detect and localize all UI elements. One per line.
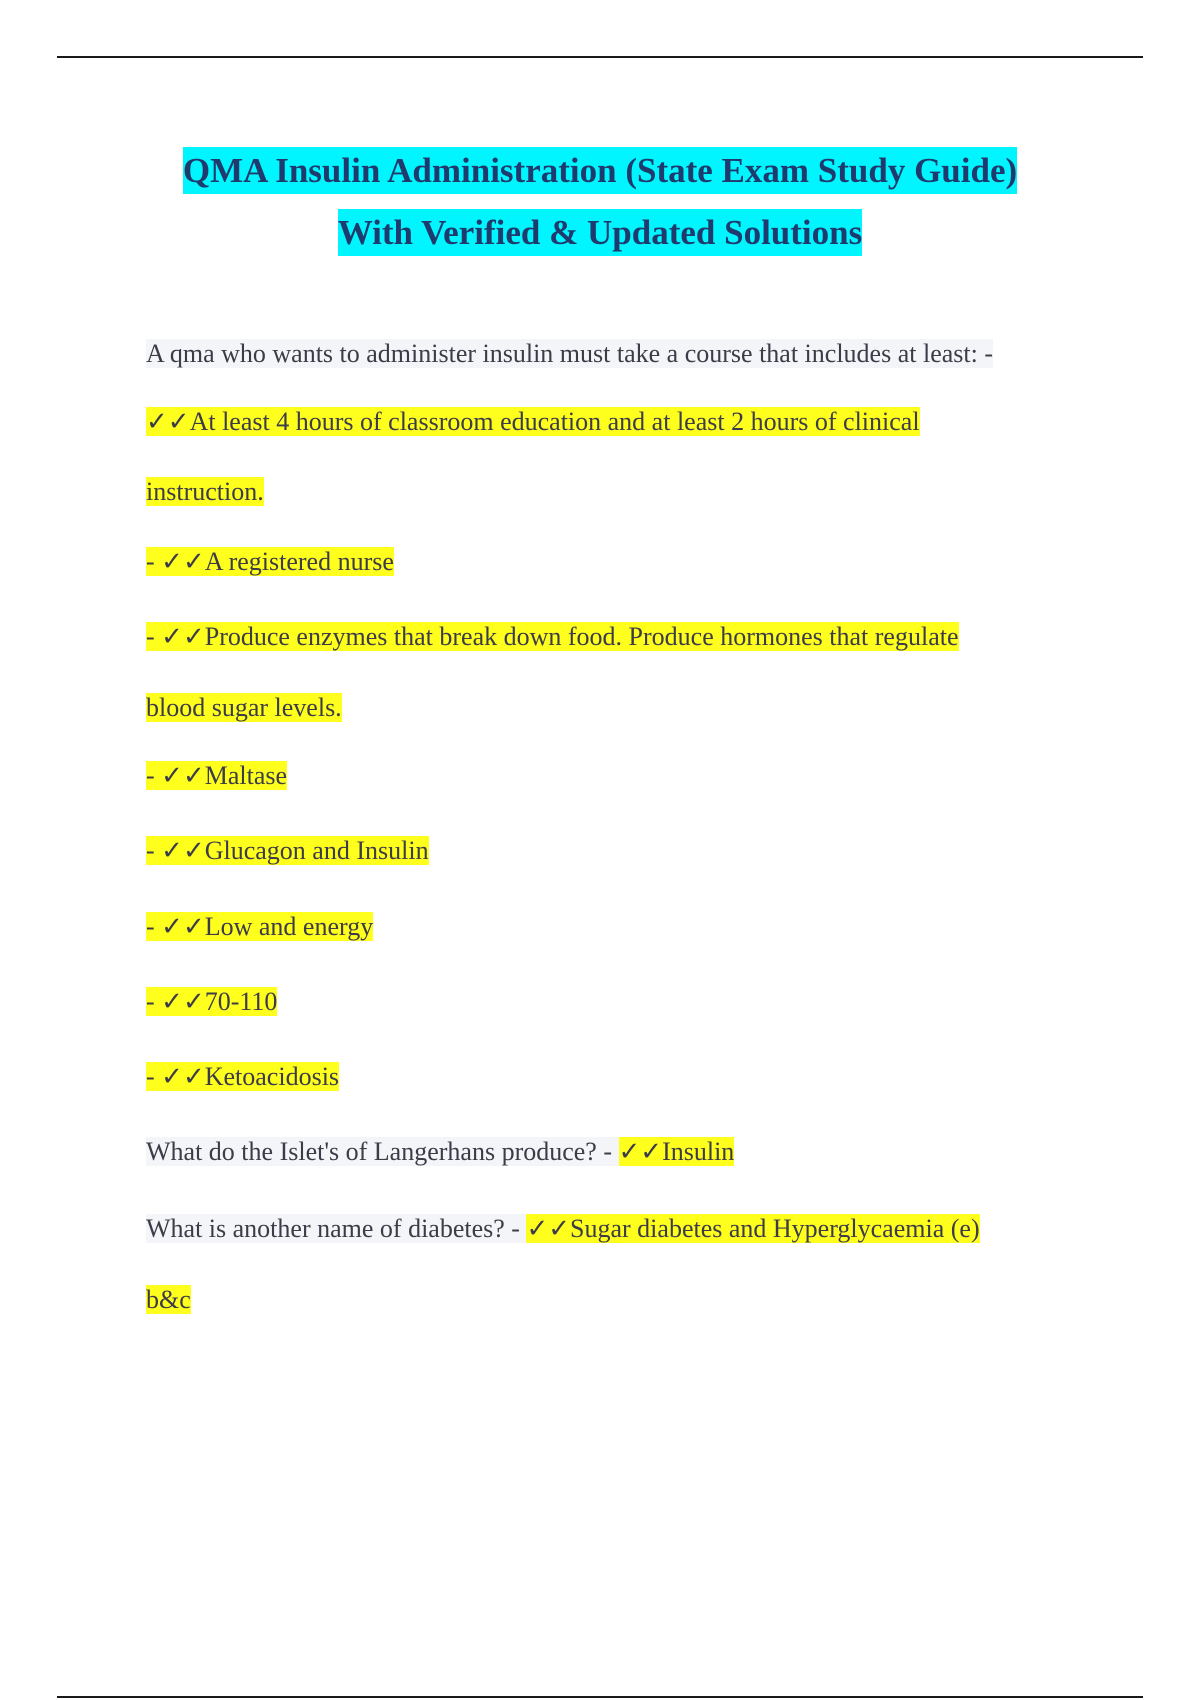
answer-text: ✓✓Sugar diabetes and Hyperglycaemia (e) [526,1214,980,1243]
bottom-rule [57,1696,1143,1698]
answer-text: - ✓✓70-110 [146,987,278,1016]
document-title [0,140,1200,264]
answer-text: b&c [146,1285,191,1314]
answer-text: ✓✓At least 4 hours of classroom education and at least 2 hours of clinical [146,407,920,436]
answer-4 [146,758,287,794]
answer-text: instruction. [146,477,264,506]
answer-1-line-1 [146,404,920,440]
answer-text: - ✓✓Low and energy [146,912,374,941]
answer-text: - ✓✓A registered nurse [146,547,394,576]
answer-text: blood sugar levels. [146,693,342,722]
answer-5 [146,833,429,869]
question-1 [146,336,993,372]
question-text: What is another name of diabetes? - [146,1214,527,1243]
question-10 [146,1211,980,1247]
answer-7 [146,984,277,1020]
answer-text: - ✓✓Glucagon and Insulin [146,836,429,865]
question-text: What do the Islet's of Langerhans produce? - [146,1137,619,1166]
answer-text: ✓✓Insulin [618,1137,735,1166]
answer-3-line-1 [146,619,959,655]
title-line-1: QMA Insulin Administration (State Exam Study Guide) [183,147,1017,194]
answer-6 [146,909,373,945]
answer-text: - ✓✓Maltase [146,761,288,790]
top-rule [57,56,1143,58]
question-text: A qma who wants to administer insulin must take a course that includes at least: - [146,339,993,368]
answer-text: - ✓✓Produce enzymes that break down food. Produce hormones that regulate [146,622,959,651]
answer-2 [146,544,394,580]
question-9 [146,1134,734,1170]
answer-8 [146,1059,339,1095]
answer-3-line-2 [146,690,342,726]
answer-1-line-2 [146,474,264,510]
title-line-2: With Verified & Updated Solutions [338,209,862,256]
answer-text: - ✓✓Ketoacidosis [146,1062,340,1091]
answer-10-line-2 [146,1282,191,1318]
